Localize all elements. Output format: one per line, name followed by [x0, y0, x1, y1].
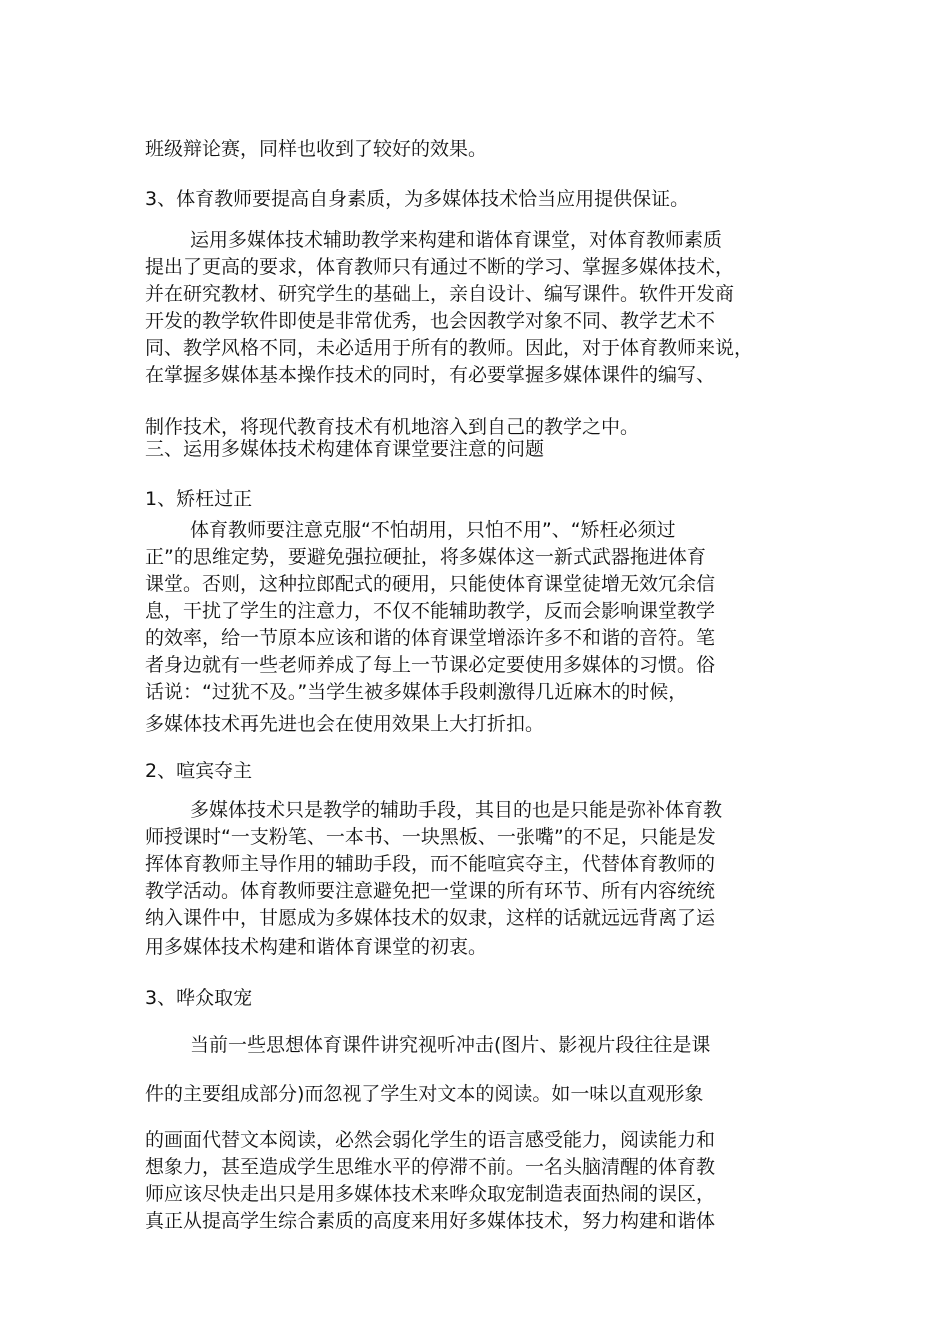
text-line: 体育教师要注意克服“不怕胡用，只怕不用”、“矫枉必须过: [190, 519, 676, 541]
text-line: 纳入课件中，甘愿成为多媒体技术的奴隶，这样的话就远远背离了运: [145, 907, 716, 929]
section-heading: 3、体育教师要提高自身素质，为多媒体技术恰当应用提供保证。: [145, 188, 690, 210]
text-line: 多媒体技术再先进也会在使用效果上大打折扣。: [145, 713, 545, 735]
subsection-heading: 1、矫枉过正: [145, 488, 253, 510]
text-line: 当前一些思想体育课件讲究视听冲击(图片、影视片段往往是课: [190, 1034, 711, 1056]
text-line: 师授课时“一支粉笔、一本书、一块黑板、一张嘴”的不足，只能是发: [145, 826, 716, 848]
subsection-heading: 3、哗众取宠: [145, 987, 253, 1009]
text-line: 教学活动。体育教师要注意避免把一堂课的所有环节、所有内容统统: [145, 880, 716, 902]
text-line: 制作技术，将现代教育技术有机地溶入到自己的教学之中。: [145, 416, 640, 438]
text-line: 在掌握多媒体基本操作技术的同时，有必要掌握多媒体课件的编写、: [145, 364, 716, 386]
text-line: 班级辩论赛，同样也收到了较好的效果。: [145, 138, 488, 160]
text-line: 的画面代替文本阅读，必然会弱化学生的语言感受能力，阅读能力和: [145, 1129, 716, 1151]
text-line: 并在研究教材、研究学生的基础上，亲自设计、编写课件。软件开发商: [145, 283, 735, 305]
text-line: 者身边就有一些老师养成了每上一节课必定要使用多媒体的习惯。俗: [145, 654, 716, 676]
text-line: 运用多媒体技术辅助教学来构建和谐体育课堂，对体育教师素质: [190, 229, 723, 251]
text-line: 提出了更高的要求，体育教师只有通过不断的学习、掌握多媒体技术，: [145, 256, 735, 278]
text-line: 正”的思维定势，要避免强拉硬扯，将多媒体这一新式武器拖进体育: [145, 546, 706, 568]
text-line: 多媒体技术只是教学的辅助手段，其目的也是只能是弥补体育教: [190, 799, 723, 821]
text-line: 息，干扰了学生的注意力，不仅不能辅助教学，反而会影响课堂教学: [145, 600, 716, 622]
text-line: 话说：“过犹不及。”当学生被多媒体手段刺激得几近麻木的时候，: [145, 681, 688, 703]
text-line: 件的主要组成部分)而忽视了学生对文本的阅读。如一味以直观形象: [145, 1083, 704, 1105]
text-line: 开发的教学软件即使是非常优秀，也会因教学对象不同、教学艺术不: [145, 310, 716, 332]
text-line: 师应该尽快走出只是用多媒体技术来哗众取宠制造表面热闹的误区，: [145, 1183, 716, 1205]
text-line: 同、教学风格不同，未必适用于所有的教师。因此，对于体育教师来说，: [145, 337, 754, 359]
text-line: 课堂。否则，这种拉郎配式的硬用，只能使体育课堂徒增无效冗余信: [145, 573, 716, 595]
text-line: 的效率，给一节原本应该和谐的体育课堂增添许多不和谐的音符。笔: [145, 627, 716, 649]
text-line: 用多媒体技术构建和谐体育课堂的初衷。: [145, 936, 488, 958]
section-heading: 三、运用多媒体技术构建体育课堂要注意的问题: [145, 438, 545, 460]
subsection-heading: 2、喧宾夺主: [145, 760, 253, 782]
text-line: 挥体育教师主导作用的辅助手段，而不能喧宾夺主，代替体育教师的: [145, 853, 716, 875]
text-line: 想象力，甚至造成学生思维水平的停滞不前。一名头脑清醒的体育教: [145, 1156, 716, 1178]
text-line: 真正从提高学生综合素质的高度来用好多媒体技术，努力构建和谐体: [145, 1210, 716, 1232]
